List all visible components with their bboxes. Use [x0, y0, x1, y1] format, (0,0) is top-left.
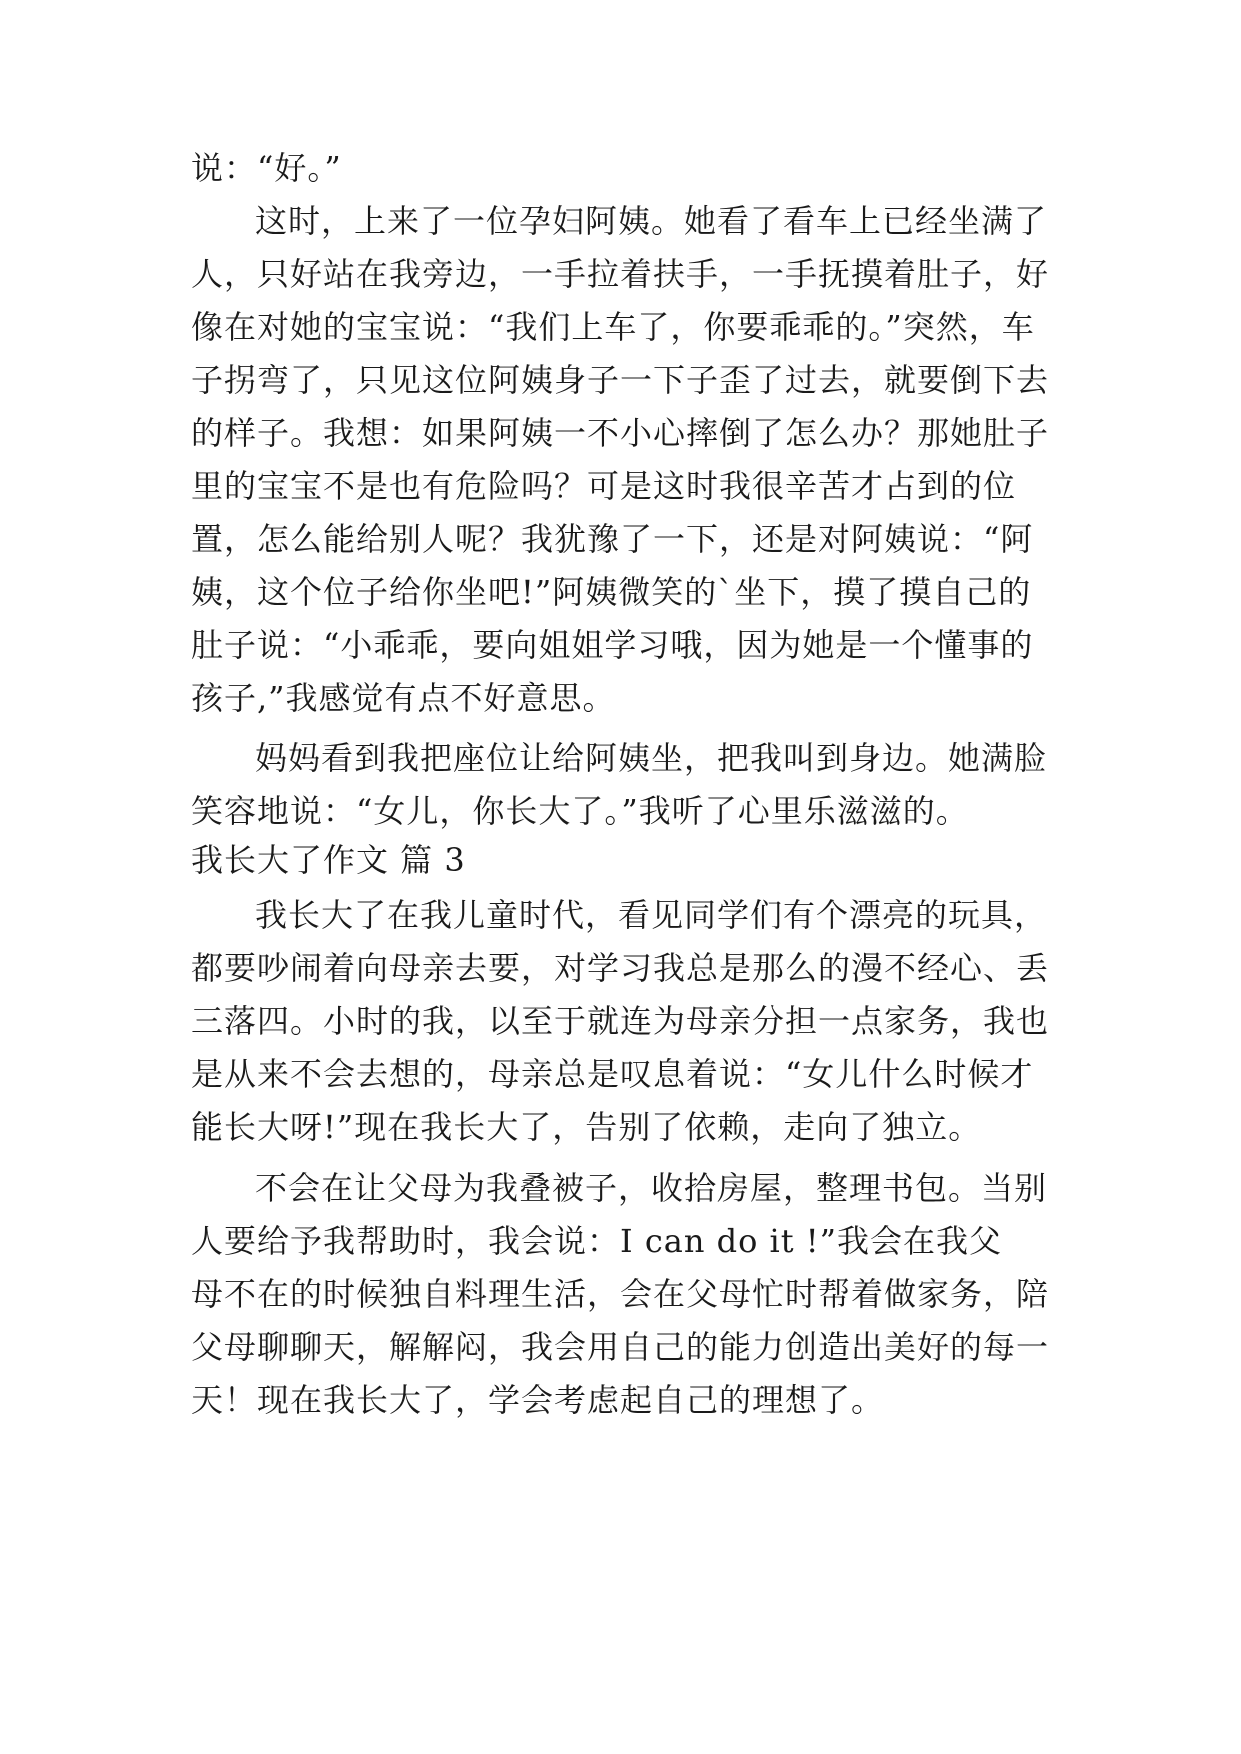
text-line: 我长大了在我儿童时代，看见同学们有个漂亮的玩具，: [255, 896, 1048, 934]
text-line: 母不在的时候独自料理生活，会在父母忙时帮着做家务，陪: [191, 1275, 1050, 1313]
text-line: 三落四。小时的我，以至于就连为母亲分担一点家务，我也: [191, 1002, 1050, 1040]
text-line: 肚子说：“小乖乖，要向姐姐学习哦，因为她是一个懂事的: [191, 626, 1034, 664]
text-line: 父母聊聊天，解解闷，我会用自己的能力创造出美好的每一: [191, 1328, 1050, 1366]
text-line: 说：“好。”: [191, 149, 342, 187]
text-line: 的样子。我想：如果阿姨一不小心摔倒了怎么办？那她肚子: [191, 414, 1050, 452]
text-line: 笑容地说：“女儿，你长大了。”我听了心里乐滋滋的。: [191, 792, 969, 830]
text-line: 人要给予我帮助时，我会说：I can do it !”我会在我父: [191, 1222, 1003, 1260]
section-heading: 我长大了作文 篇 3: [191, 841, 466, 879]
text-line: 是从来不会去想的，母亲总是叹息着说：“女儿什么时候才: [191, 1055, 1034, 1093]
text-line: 天！现在我长大了，学会考虑起自己的理想了。: [191, 1381, 885, 1419]
text-line: 子拐弯了，只见这位阿姨身子一下子歪了过去，就要倒下去: [191, 361, 1050, 399]
text-line: 不会在让父母为我叠被子，收拾房屋，整理书包。当别: [255, 1169, 1048, 1207]
text-line: 妈妈看到我把座位让给阿姨坐，把我叫到身边。她满脸: [255, 739, 1048, 777]
text-line: 人，只好站在我旁边，一手拉着扶手，一手抚摸着肚子，好: [191, 255, 1050, 293]
text-line: 孩子,”我感觉有点不好意思。: [191, 679, 616, 717]
text-line: 姨，这个位子给你坐吧!”阿姨微笑的`坐下，摸了摸自己的: [191, 573, 1032, 611]
text-line: 置，怎么能给别人呢？我犹豫了一下，还是对阿姨说：“阿: [191, 520, 1034, 558]
text-line: 像在对她的宝宝说：“我们上车了，你要乖乖的。”突然，车: [191, 308, 1035, 346]
text-line: 这时，上来了一位孕妇阿姨。她看了看车上已经坐满了: [255, 202, 1048, 240]
text-line: 里的宝宝不是也有危险吗？可是这时我很辛苦才占到的位: [191, 467, 1017, 505]
text-line: 都要吵闹着向母亲去要，对学习我总是那么的漫不经心、丢: [191, 949, 1050, 987]
text-line: 能长大呀!”现在我长大了，告别了依赖，走向了独立。: [191, 1108, 982, 1146]
